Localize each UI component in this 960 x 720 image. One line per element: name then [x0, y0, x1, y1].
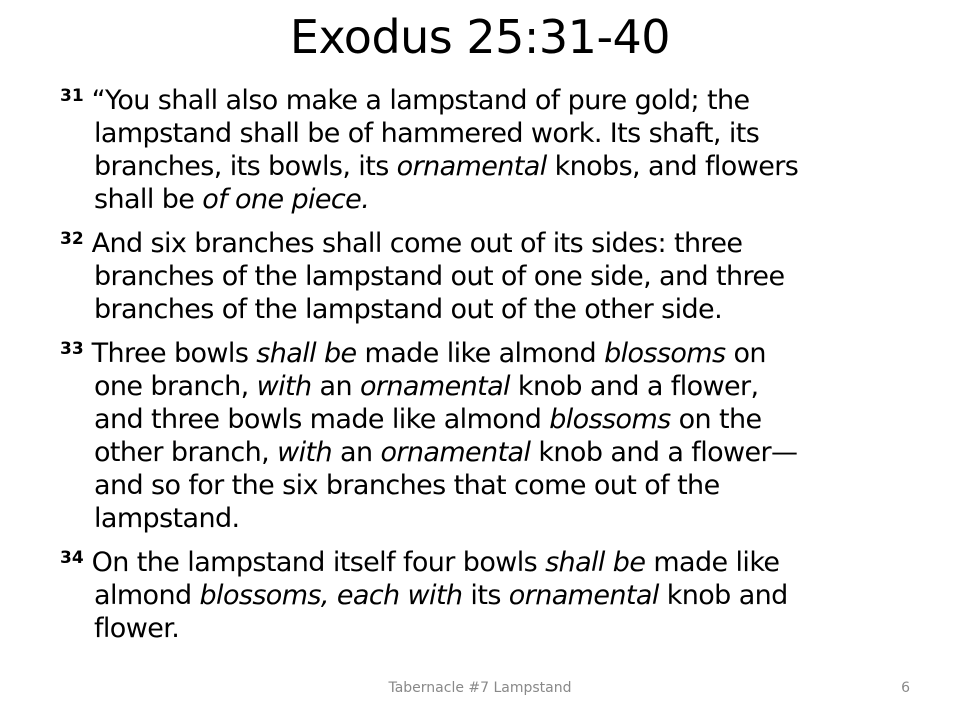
verse-text-run: branches, its bowls, its [94, 151, 397, 182]
italic-text: blossoms [604, 338, 726, 369]
slide-footer: Tabernacle #7 Lampstand [388, 680, 572, 696]
verse-text [92, 547, 788, 644]
italic-text: shall be [256, 338, 357, 369]
verse-number: 32 [60, 229, 84, 249]
verse-text-run: knob and a flower, [509, 371, 759, 402]
slide-body [60, 80, 920, 652]
verse-text-run: knob and a flower— [530, 437, 798, 468]
verse-text-run: its [462, 580, 509, 611]
verse-number: 34 [60, 548, 84, 568]
verse-text-run: on [725, 338, 766, 369]
verse-text-run: branches of the lampstand out of the other side. [94, 294, 723, 325]
slide-title: Exodus 25:31-40 [289, 10, 671, 64]
verse [60, 223, 920, 326]
verse-text [92, 85, 799, 215]
verse-text-run: on the [670, 404, 762, 435]
verse-number: 33 [60, 339, 84, 359]
italic-text: of one piece. [202, 184, 370, 215]
italic-text: with [277, 437, 333, 468]
verse-text-run: one branch, [94, 371, 257, 402]
verse-text-run: an [332, 437, 381, 468]
italic-text: blossoms, each with [199, 580, 463, 611]
verse-text-run: an [311, 371, 360, 402]
verse [60, 333, 920, 535]
italic-text: shall be [545, 547, 646, 578]
verse-text [92, 228, 785, 325]
verse [60, 542, 920, 645]
verse-text-run: and so for the six branches that come out of the [94, 470, 720, 501]
verse-text-run: And six branches shall come out of its sides: three [91, 228, 743, 259]
verse-text-run: branches of the lampstand out of one side, and three [94, 261, 785, 292]
italic-text: ornamental [380, 437, 531, 468]
verse-text-run: shall be [94, 184, 203, 215]
italic-text: ornamental [508, 580, 659, 611]
verse-text-run: Three bowls [91, 338, 257, 369]
verse-text-run: knob and [658, 580, 788, 611]
verse-text-run: and three bowls made like almond [94, 404, 550, 435]
verse-text-run: lampstand. [94, 503, 240, 534]
verse [60, 80, 920, 216]
verse-text-run: flower. [94, 613, 180, 644]
italic-text: ornamental [396, 151, 547, 182]
italic-text: blossoms [549, 404, 671, 435]
verse-text-run: made like [645, 547, 780, 578]
verse-text-run: lampstand shall be of hammered work. Its shaft, its [94, 118, 760, 149]
verse-text-run: “You shall also make a lampstand of pure gold; the [91, 85, 750, 116]
italic-text: ornamental [359, 371, 510, 402]
verse-text-run: On the lampstand itself four bowls [91, 547, 546, 578]
verse-text-run: almond [94, 580, 200, 611]
italic-text: with [256, 371, 312, 402]
verse-number: 31 [60, 86, 84, 106]
verse-text [92, 338, 798, 534]
verse-text-run: made like almond [356, 338, 605, 369]
verse-text-run: other branch, [94, 437, 278, 468]
slide-number: 6 [901, 680, 910, 696]
verse-text-run: knobs, and flowers [546, 151, 799, 182]
